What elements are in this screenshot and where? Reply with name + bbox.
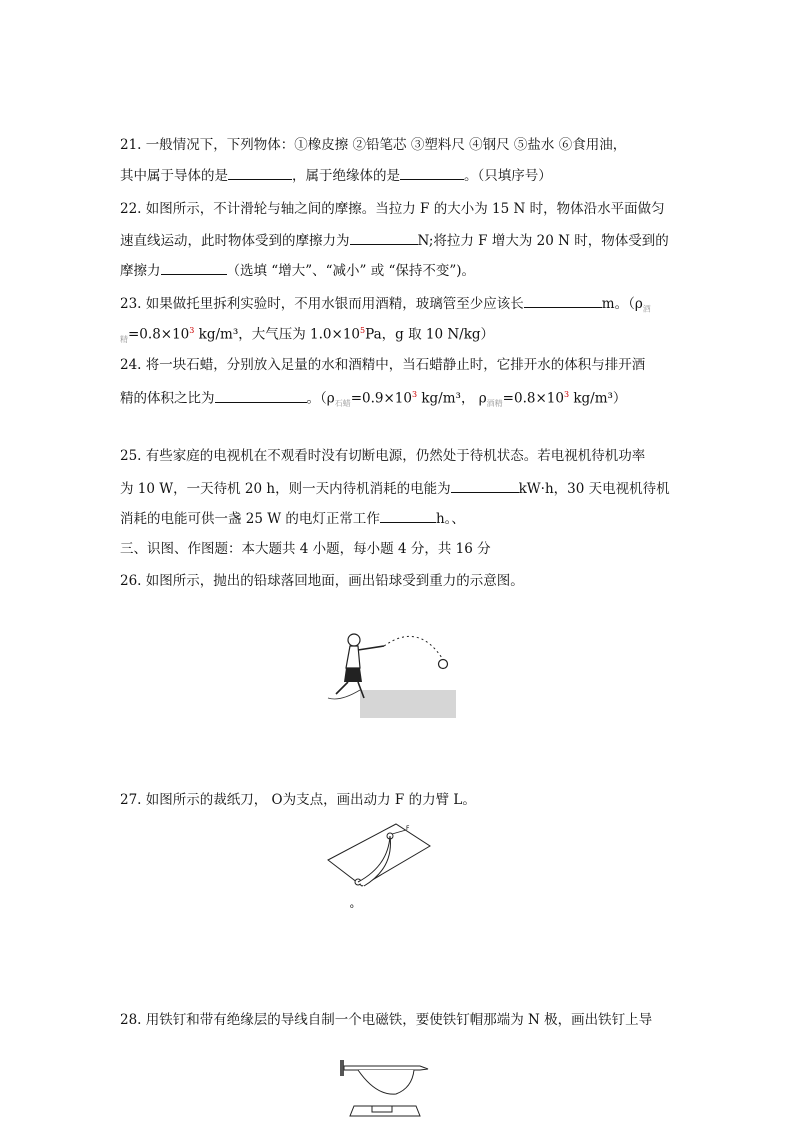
label-f: F [406, 825, 410, 832]
q26-text: 26. 如图所示，抛出的铅球落回地面，画出铅球受到重力的示意图。 [120, 573, 524, 589]
q21-line1: 21. 一般情况下，下列物体：①橡皮擦 ②铅笔芯 ③塑料尺 ④钢尺 ⑤盐水 ⑥食用油， [120, 137, 627, 153]
q22-text-b: N;将拉力 F 增大为 20 N 时，物体受到的 [417, 233, 669, 249]
q25-text-c: 消耗的电能可供一盏 25 W 的电灯正常工作 [120, 511, 380, 527]
q22-friction-blank[interactable] [350, 230, 418, 245]
shot-ball [439, 660, 448, 669]
q22-text-d: （选填 “增大”、“减小” 或 “保持不变”)。 [226, 263, 476, 279]
electromagnet-figure [336, 1058, 432, 1123]
q23-length-blank[interactable] [524, 293, 602, 308]
ground [360, 690, 456, 718]
q21-conductor-blank[interactable] [228, 165, 292, 180]
nail-shank [344, 1066, 428, 1070]
thrower-arm [358, 646, 384, 650]
q25-text-a: 为 10 W，一天待机 20 h，则一天内待机消耗的电能为 [120, 481, 451, 497]
q21-line2 [120, 165, 552, 185]
q23-text-d: kg/m³，大气压为 1.0×10 [194, 326, 361, 343]
q22-text-a: 速直线运动，此时物体受到的摩擦力为 [120, 233, 350, 249]
q24-exp-2: 3 [563, 390, 570, 399]
q23-exp-2: 5 [360, 326, 366, 335]
trajectory [384, 636, 442, 658]
q21-insulator-blank[interactable] [400, 165, 464, 180]
nail-head [340, 1060, 344, 1076]
q23-text-a: 23. 如果做托里拆利实验时，不用水银而用酒精，玻璃管至少应该长 [120, 296, 524, 312]
q23-exp-1: 3 [189, 326, 195, 335]
q24-text-d: kg/m³， ρ [417, 390, 487, 407]
q22-line2 [120, 230, 669, 250]
q27-text: 27. 如图所示的裁纸刀， O为支点，画出动力 F 的力臂 L。 [120, 792, 476, 808]
q24-text-f: kg/m³） [569, 390, 627, 407]
q23-text-c: =0.8×10 [128, 326, 190, 343]
q25-line2 [120, 478, 670, 498]
q22-change-blank[interactable] [161, 260, 227, 275]
label-o: o [350, 903, 354, 910]
q25-hours-blank[interactable] [380, 508, 436, 523]
q25-line1: 25. 有些家庭的电视机在不观看时没有切断电源，仍然处于待机状态。若电视机待机功率 [120, 448, 646, 464]
q23-rho-sub-1: 酒 [642, 304, 651, 314]
q24-text-a: 精的体积之比为 [120, 390, 215, 407]
q21-text-a: 其中属于导体的是 [120, 168, 228, 184]
q22-text-c: 摩擦力 [120, 263, 161, 279]
q25-energy-blank[interactable] [451, 478, 519, 493]
q22-line1: 22. 如图所示，不计滑轮与轴之间的摩擦。当拉力 F 的大小为 15 N 时，物体沿水平面做匀 [120, 201, 665, 217]
q24-ratio-blank[interactable] [215, 388, 307, 403]
paper-cutter-figure [322, 820, 434, 912]
ground-edge [328, 690, 360, 699]
q25-text-b: kW·h，30 天电视机待机 [518, 481, 670, 497]
q24-text-c: =0.9×10 [350, 390, 412, 407]
shot-put-figure [318, 628, 460, 722]
cutter-base [328, 824, 430, 886]
q22-line3 [120, 260, 475, 280]
q25-line3 [120, 508, 465, 528]
q24-sub-alcohol: 酒精 [486, 399, 503, 409]
q23-text-e: Pa，g 取 10 N/kg） [365, 326, 495, 343]
q24-exp-1: 3 [411, 390, 418, 399]
q24-text-b: 。（ρ [306, 390, 335, 407]
q21-text-c: 。（只填序号） [464, 168, 552, 184]
q23-text-b: m。（ρ [601, 296, 643, 312]
q24-text-e: =0.8×10 [502, 390, 564, 407]
thrower-head [348, 634, 360, 646]
q23-line2 [120, 322, 494, 349]
q24-sub-wax: 石蜡 [334, 399, 351, 409]
battery [372, 1106, 392, 1112]
thrower-shorts [344, 668, 362, 682]
q23-rho-sub-2: 精 [120, 335, 128, 345]
q24-line2 [120, 386, 626, 413]
q28-text: 28. 用铁钉和带有绝缘层的导线自制一个电磁铁，要使铁钉帽那端为 N 极，画出铁钉上导 [120, 1012, 653, 1028]
q24-line1: 24. 将一块石蜡，分别放入足量的水和酒精中，当石蜡静止时，它排开水的体积与排开酒 [120, 357, 646, 373]
nail-coil [358, 1070, 414, 1094]
q21-text-b: ，属于绝缘体的是 [292, 168, 400, 184]
section-3-heading: 三、识图、作图题：本大题共 4 小题，每小题 4 分，共 16 分 [120, 541, 491, 557]
q25-text-d: h。、 [435, 511, 465, 527]
q23-line1 [120, 293, 651, 319]
